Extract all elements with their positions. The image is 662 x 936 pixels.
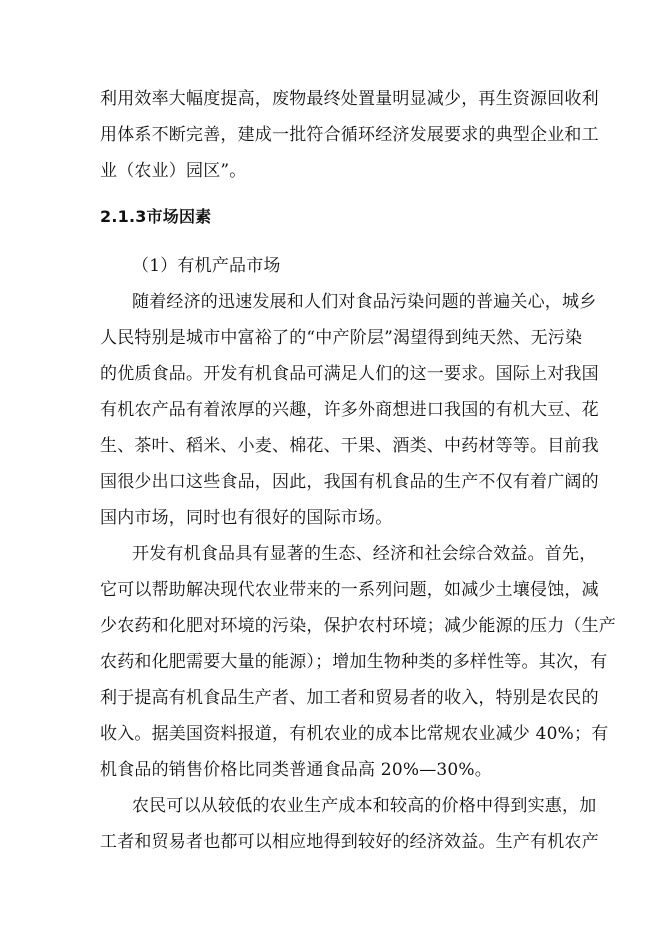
paragraph1-line-7: 国内市场，同时也有很好的国际市场。 xyxy=(100,508,393,528)
paragraph3-line-2: 工者和贸易者也都可以相应地得到较好的经济效益。生产有机农产 xyxy=(100,832,599,852)
paragraph1-line-6: 国很少出口这些食品，因此，我国有机食品的生产不仅有着广阔的 xyxy=(100,472,599,492)
intro-line-1: 利用效率大幅度提高，废物最终处置量明显减少，再生资源回收利 xyxy=(100,89,599,109)
paragraph2-line-4: 农药和化肥需要大量的能源）；增加生物种类的多样性等。其次，有 xyxy=(100,652,608,672)
subsection-heading: （1）有机产品市场 xyxy=(132,256,281,276)
paragraph1-line-4: 有机农产品有着浓厚的兴趣，许多外商想进口我国的有机大豆、花 xyxy=(100,400,599,420)
paragraph2-line-7: 机食品的销售价格比同类普通食品高 20%—30%。 xyxy=(100,760,492,780)
paragraph3-line-1: 农民可以从较低的农业生产成本和较高的价格中得到实惠，加 xyxy=(132,796,597,816)
paragraph2-line-6: 收入。据美国资料报道，有机农业的成本比常规农业减少 40%；有 xyxy=(100,724,609,744)
paragraph2-line-5: 利于提高有机食品生产者、加工者和贸易者的收入，特别是农民的 xyxy=(100,688,599,708)
intro-line-3: 业（农业）园区”。 xyxy=(100,161,247,181)
paragraph1-line-2: 人民特别是城市中富裕了的“中产阶层”渴望得到纯天然、无污染 xyxy=(100,328,583,348)
intro-line-2: 用体系不断完善，建成一批符合循环经济发展要求的典型企业和工 xyxy=(100,125,599,145)
paragraph1-line-5: 生、茶叶、稻米、小麦、棉花、干果、酒类、中药材等等。目前我 xyxy=(100,436,599,456)
paragraph2-line-1: 开发有机食品具有显著的生态、经济和社会综合效益。首先， xyxy=(132,544,597,564)
section-heading: 2.1.3市场因素 xyxy=(100,207,212,226)
paragraph2-line-2: 它可以帮助解决现代农业带来的一系列问题，如减少土壤侵蚀，减 xyxy=(100,580,599,600)
paragraph2-line-3: 少农药和化肥对环境的污染，保护农村环境；减少能源的压力（生产 xyxy=(100,616,616,636)
paragraph1-line-1: 随着经济的迅速发展和人们对食品污染问题的普遍关心，城乡 xyxy=(132,292,597,312)
paragraph1-line-3: 的优质食品。开发有机食品可满足人们的这一要求。国际上对我国 xyxy=(100,364,599,384)
